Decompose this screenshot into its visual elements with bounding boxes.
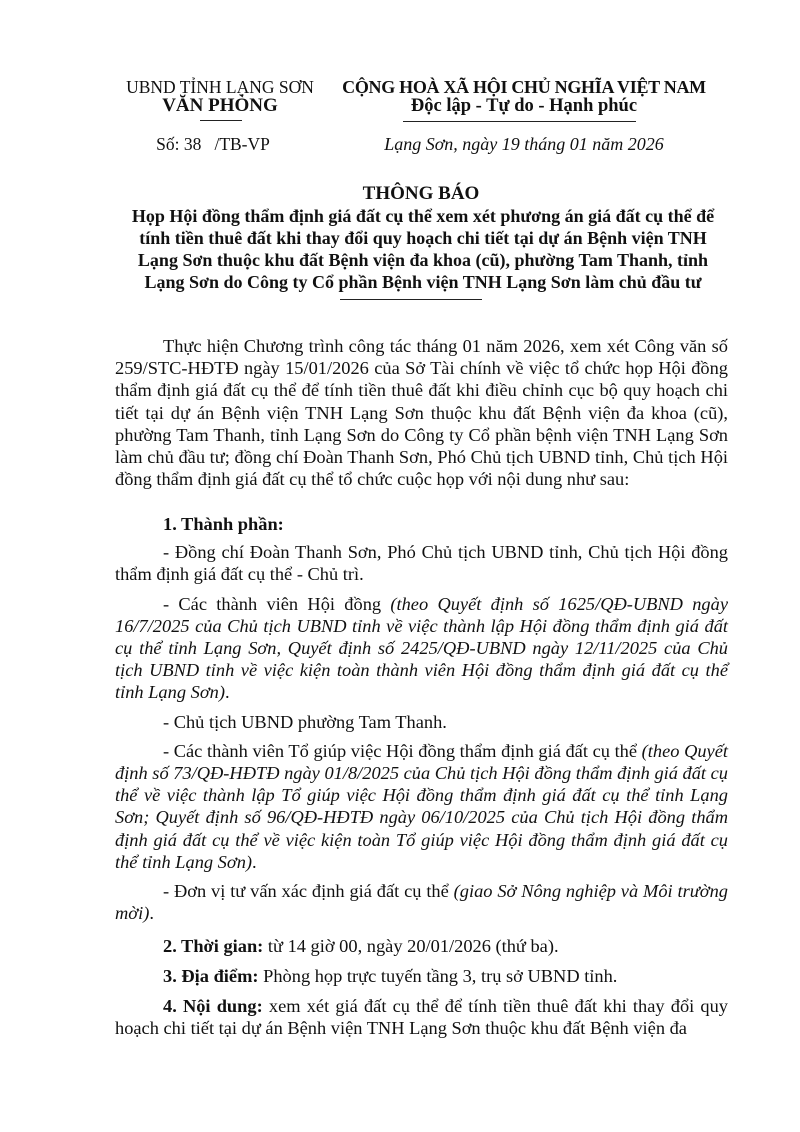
section-time <box>115 935 728 957</box>
place-date: Lạng Sơn, ngày 19 tháng 01 năm 2026 <box>384 134 664 154</box>
doc-subject: Họp Hội đồng thẩm định giá đất cụ thể xem xét phương án giá đất cụ thể để tính tiền thuê đất khi thay đổi quy hoạch chi tiết tại dự án Bệnh viện TNH Lạng Sơn thuộc khu đất Bệnh viện đa khoa (cũ), phường Tam Thanh, tỉnh Lạng Sơn do Công ty Cổ phần Bệnh viện TNH Lạng Sơn làm chủ đầu tư <box>131 206 715 292</box>
title-underline <box>340 299 482 300</box>
intro-paragraph: Thực hiện Chương trình công tác tháng 01 năm 2026, xem xét Công văn số 259/STC-HĐTĐ ngày 15/01/2026 của Sở Tài chính về việc tổ chức họp Hội đồng thẩm định giá đất cụ thể để tính tiền thuê đất khi điều chỉnh cục bộ quy hoạch chi tiết tại dự án Bệnh viện TNH Lạng Sơn thuộc khu đất Bệnh viện đa khoa (cũ), phường Tam Thanh, tỉnh Lạng Sơn do Công ty Cổ phần bệnh viện TNH Lạng Sơn làm chủ đầu tư; đồng chí Đoàn Thanh Sơn, Phó Chủ tịch UBND tỉnh, Chủ tịch Hội đồng thẩm định giá đất cụ thể tổ chức cuộc họp với nội dung như sau: <box>115 336 728 490</box>
time-value: từ 14 giờ 00, ngày 20/01/2026 (thứ ba). <box>263 936 559 956</box>
content-value: xem xét giá đất cụ thể để tính tiền thuê đất khi thay đổi quy hoạch chi tiết tại dự án Bệnh viện TNH Lạng Sơn thuộc khu đất Bệnh viện đa <box>115 996 729 1039</box>
section-heading: 1. Thành phần: <box>163 514 284 534</box>
doc-type: THÔNG BÁO <box>362 183 480 204</box>
participant-item: - Đơn vị tư vấn xác định giá đất cụ thể (giao Sở Nông nghiệp và Môi trường mời). <box>115 881 729 924</box>
time-label: 2. Thời gian: <box>163 936 264 956</box>
location-label: 3. Địa điểm: <box>163 966 259 986</box>
doc-number: Số: 38 /TB-VP <box>156 134 270 154</box>
motto-underline <box>403 121 636 122</box>
section-participants <box>115 513 728 931</box>
location-value: Phòng họp trực tuyến tầng 3, trụ sở UBND tỉnh. <box>258 966 618 986</box>
participant-item: - Đồng chí Đoàn Thanh Sơn, Phó Chủ tịch UBND tỉnh, Chủ tịch Hội đồng thẩm định giá đất cụ thể - Chủ trì. <box>115 542 728 585</box>
section-location <box>115 965 728 987</box>
participant-item: - Chủ tịch UBND phường Tam Thanh. <box>163 711 447 732</box>
national-title: CỘNG HOÀ XÃ HỘI CHỦ NGHĨA VIỆT NAM <box>342 77 706 97</box>
participant-item: - Các thành viên Hội đồng (theo Quyết định số 1625/QĐ-UBND ngày 16/7/2025 của Chủ tịch UBND tỉnh về việc thành lập Hội đồng thẩm định giá đất cụ thể tỉnh Lạng Sơn, Quyết định số 2425/QĐ-UBND ngày 12/11/2025 của Chủ tịch UBND tỉnh về việc kiện toàn thành viên Hội đồng thẩm định giá đất cụ thể tỉnh Lạng Sơn). <box>115 593 728 703</box>
content-label: 4. Nội dung: <box>163 996 263 1016</box>
participant-item: - Các thành viên Tổ giúp việc Hội đồng thẩm định giá đất cụ thể (theo Quyết định số 73/QĐ-HĐTĐ ngày 01/8/2025 của Chủ tịch Hội đồng thẩm định giá đất cụ thể về việc thành lập Tổ giúp việc Hội đồng thẩm định giá đất cụ thể tỉnh Lạng Sơn; Quyết định số 96/QĐ-HĐTĐ ngày 06/10/2025 của Chủ tịch Hội đồng thẩm định giá đất cụ thể về việc kiện toàn Tổ giúp việc Hội đồng thẩm định giá đất cụ thể tỉnh Lạng Sơn). <box>115 740 728 872</box>
agency-name: VĂN PHÒNG <box>162 95 278 116</box>
national-motto: Độc lập - Tự do - Hạnh phúc <box>410 96 638 116</box>
agency-underline <box>200 120 242 121</box>
agency-parent: UBND TỈNH LẠNG SƠN <box>126 77 314 97</box>
section-content <box>115 995 728 1039</box>
